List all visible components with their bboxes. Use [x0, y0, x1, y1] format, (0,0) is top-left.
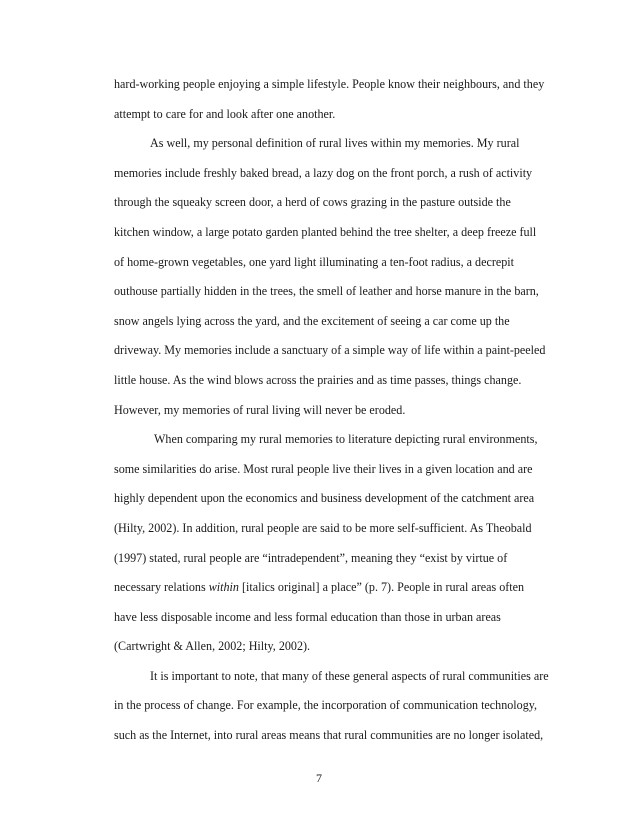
text-line: (1997) stated, rural people are “intradependent”, meaning they “exist by virtue of [114, 550, 508, 565]
text-line: such as the Internet, into rural areas means that rural communities are no longer isolated, [114, 728, 544, 743]
text-line: some similarities do arise. Most rural people live their lives in a given location and are [114, 461, 533, 476]
text-line: memories include freshly baked bread, a lazy dog on the front porch, a rush of activity [114, 165, 533, 180]
text-line: attempt to care for and look after one another. [114, 106, 336, 121]
text-line: driveway. My memories include a sanctuary of a simple way of life within a paint-peeled [114, 343, 546, 358]
text-line: hard-working people enjoying a simple lifestyle. People know their neighbours, and they [114, 77, 545, 91]
text-line: It is important to note, that many of these general aspects of rural communities are [150, 668, 549, 683]
text-line: outhouse partially hidden in the trees, the smell of leather and horse manure in the barn, [114, 284, 539, 299]
text-line: through the squeaky screen door, a herd of cows grazing in the pasture outside the [114, 195, 511, 210]
text-line-with-italic [114, 573, 574, 603]
text-line: in the process of change. For example, the incorporation of communication technology, [114, 698, 538, 713]
italic-emphasis: within [208, 580, 239, 595]
text-line: (Hilty, 2002). In addition, rural people are said to be more self-sufficient. As Theobald [114, 520, 532, 535]
text-line: little house. As the wind blows across the prairies and as time passes, things change. [114, 372, 522, 387]
text-line: highly dependent upon the economics and business development of the catchment area [114, 491, 535, 506]
text-line: kitchen window, a large potato garden planted behind the tree shelter, a deep freeze full [114, 224, 537, 239]
text-line: As well, my personal definition of rural lives within my memories. My rural [150, 136, 520, 151]
text-line: When comparing my rural memories to literature depicting rural environments, [154, 432, 538, 447]
body-text [114, 70, 574, 751]
text-segment: necessary relations [114, 580, 209, 595]
text-line: However, my memories of rural living will never be eroded. [114, 402, 406, 417]
text-line: of home-grown vegetables, one yard light illuminating a ten-foot radius, a decrepit [114, 254, 514, 269]
text-line: (Cartwright & Allen, 2002; Hilty, 2002). [114, 639, 311, 654]
text-segment: [italics original] a place” (p. 7). People in rural areas often [238, 580, 525, 595]
text-line: have less disposable income and less formal education than those in urban areas [114, 609, 501, 624]
text-line: snow angels lying across the yard, and the excitement of seeing a car come up the [114, 313, 510, 328]
page-number: 7 [316, 771, 322, 785]
